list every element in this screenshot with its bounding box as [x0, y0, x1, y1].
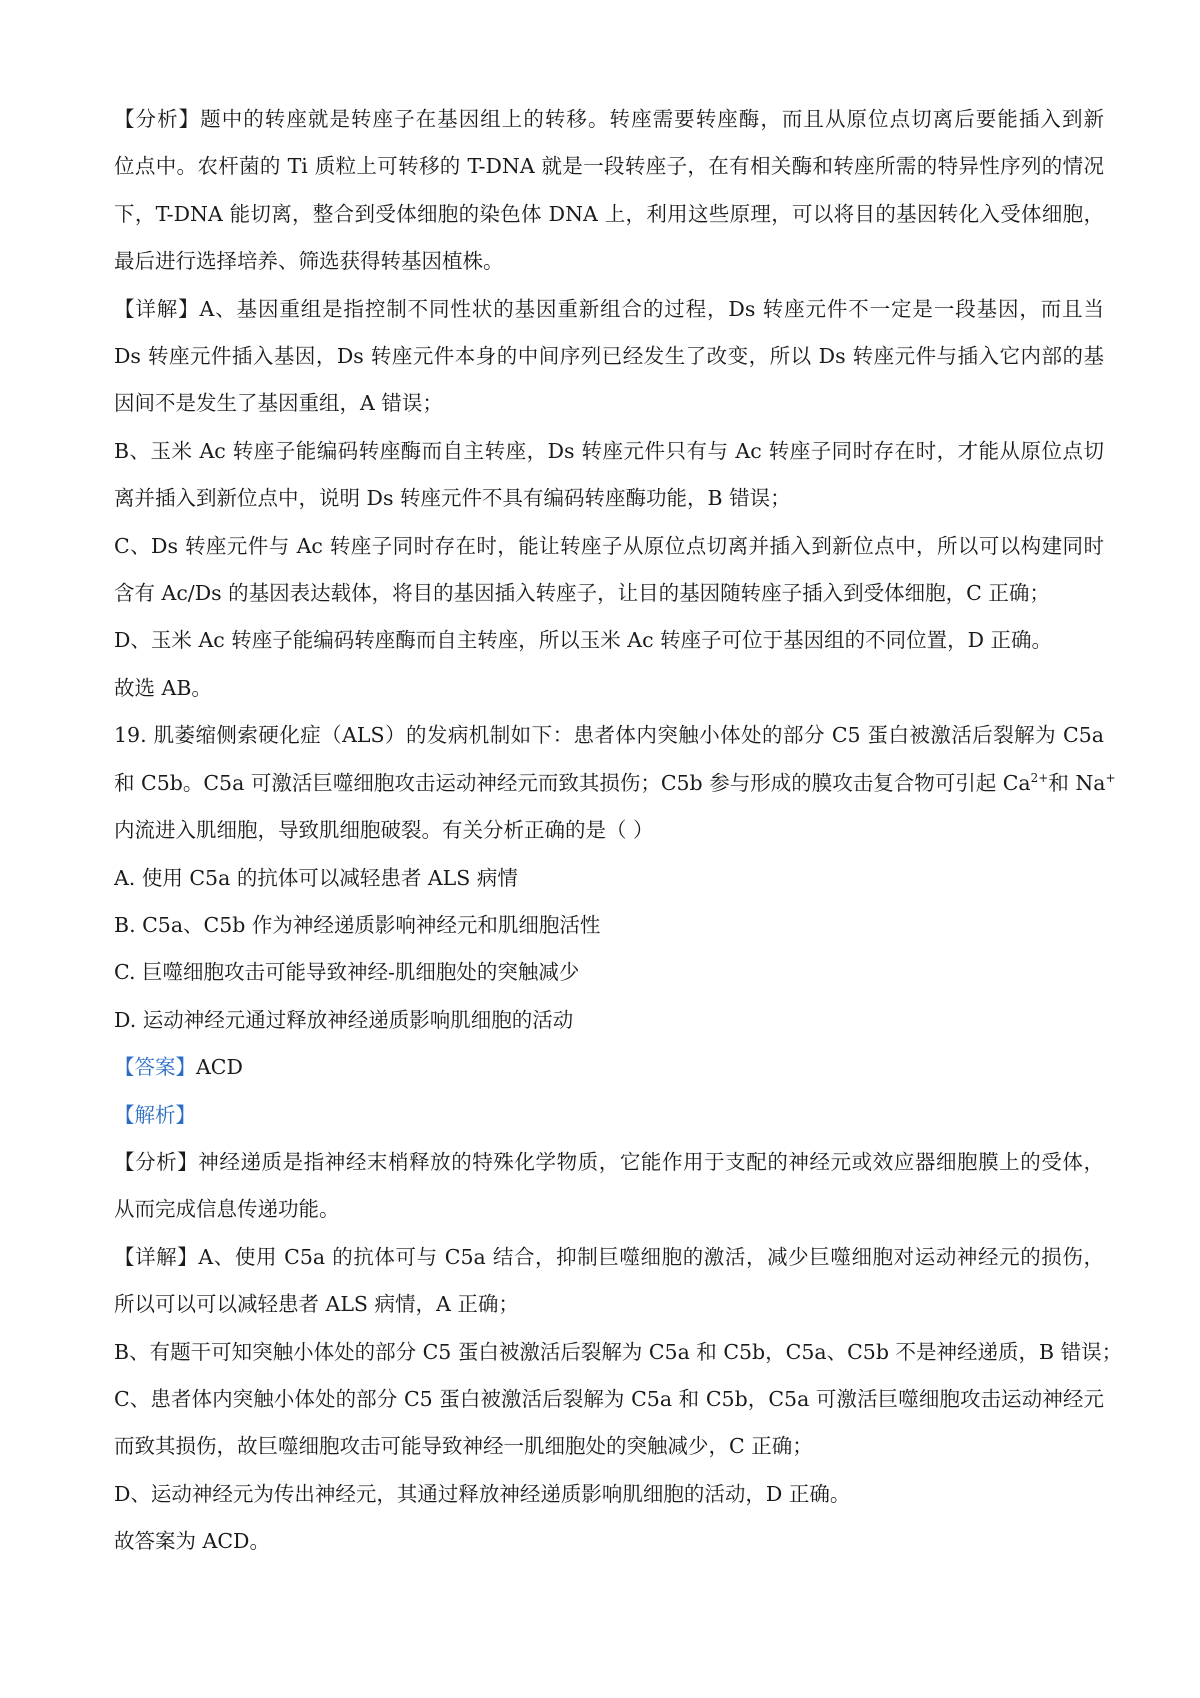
text-line: B、玉米 Ac 转座子能编码转座酶而自主转座，Ds 转座元件只有与 Ac 转座子同时存在时，才能从原位点切: [114, 438, 1104, 463]
text-line: C、患者体内突触小体处的部分 C5 蛋白被激活后裂解为 C5a 和 C5b，C5a 可激活巨噬细胞攻击运动神经元: [114, 1386, 1104, 1411]
text-line: C、Ds 转座元件与 Ac 转座子同时存在时，能让转座子从原位点切离并插入到新位点中，所以可以构建同时: [114, 533, 1104, 558]
option-a: A. 使用 C5a 的抗体可以减轻患者 ALS 病情: [114, 865, 518, 890]
superscript: +: [1105, 770, 1116, 785]
detail-19: [114, 1234, 1123, 1566]
option-c: C. 巨噬细胞攻击可能导致神经-肌细胞处的突触减少: [114, 960, 580, 985]
text-line: 【分析】题中的转座就是转座子在基因组上的转移。转座需要转座酶，而且从原位点切离后要能插入到新: [114, 107, 1104, 131]
text-line: 【分析】神经递质是指神经末梢释放的特殊化学物质，它能作用于支配的神经元或效应器细胞膜上的受体，: [114, 1149, 1104, 1174]
text-line: 而致其损伤，故巨噬细胞攻击可能导致神经一肌细胞处的突触减少，C 正确；: [114, 1434, 813, 1459]
question-stem-line: 19. 肌萎缩侧索硬化症（ALS）的发病机制如下：患者体内突触小体处的部分 C5 蛋白被激活后裂解为 C5a: [114, 723, 1104, 748]
text-line: D、运动神经元为传出神经元，其通过释放神经递质影响肌细胞的活动，D 正确。: [114, 1481, 851, 1506]
question-stem-line: [114, 760, 1116, 807]
text-line: 离并插入到新位点中，说明 Ds 转座元件不具有编码转座酶功能，B 错误；: [114, 486, 791, 511]
text-line: 含有 Ac/Ds 的基因表达载体，将目的基因插入转座子，让目的基因随转座子插入到受体细胞，C 正确；: [114, 581, 1050, 606]
superscript: 2+: [1030, 770, 1049, 785]
text-line: 【详解】A、使用 C5a 的抗体可与 C5a 结合，抑制巨噬细胞的激活，减少巨噬细胞对运动神经元的损伤，: [114, 1244, 1104, 1269]
detail-18: [114, 286, 1104, 713]
text-line: Ds 转座元件插入基因，Ds 转座元件本身的中间序列已经发生了改变，所以 Ds 转座元件与插入它内部的基: [114, 344, 1104, 369]
text-line: 位点中。农杆菌的 Ti 质粒上可转移的 T-DNA 就是一段转座子，在有相关酶和转座所需的特异性序列的情况: [114, 154, 1104, 179]
text-line: 【详解】A、基因重组是指控制不同性状的基因重新组合的过程，Ds 转座元件不一定是一段基因，而且当: [114, 296, 1104, 321]
text-line: 下，T-DNA 能切离，整合到受体细胞的染色体 DNA 上，利用这些原理，可以将目的基因转化入受体细胞，: [114, 201, 1104, 226]
text-line: 最后进行选择培养、筛选获得转基因植株。: [114, 249, 504, 274]
answer-label: 【答案】: [114, 1055, 196, 1080]
text-line: 故选 AB。: [114, 675, 212, 700]
question-19: [114, 712, 1116, 1139]
option-b: B. C5a、C5b 作为神经递质影响神经元和肌细胞活性: [114, 912, 601, 937]
stem-text: 和 C5b。C5a 可激活巨噬细胞攻击运动神经元而致其损伤；C5b 参与形成的膜攻击复合物可引起 Ca: [114, 770, 1031, 795]
text-line: 所以可以可以减轻患者 ALS 病情，A 正确；: [114, 1292, 519, 1317]
analysis-19: [114, 1139, 1104, 1234]
option-d: D. 运动神经元通过释放神经递质影响肌细胞的活动: [114, 1007, 574, 1032]
stem-text: 和 Na: [1048, 770, 1106, 795]
text-line: 从而完成信息传递功能。: [114, 1197, 340, 1222]
text-line: B、有题干可知突触小体处的部分 C5 蛋白被激活后裂解为 C5a 和 C5b，C5a、C5b 不是神经递质，B 错误；: [114, 1339, 1123, 1364]
text-line: 故答案为 ACD。: [114, 1529, 270, 1554]
explain-label: 【解析】: [114, 1102, 196, 1127]
answer-value: ACD: [196, 1055, 243, 1080]
text-line: 因间不是发生了基因重组，A 错误；: [114, 391, 443, 416]
answer-line: [114, 1044, 1104, 1091]
question-stem-line: 内流进入肌细胞，导致肌细胞破裂。有关分析正确的是（ ）: [114, 818, 654, 843]
analysis-18: [114, 96, 1104, 286]
text-line: D、玉米 Ac 转座子能编码转座酶而自主转座，所以玉米 Ac 转座子可位于基因组的不同位置，D 正确。: [114, 628, 1053, 653]
